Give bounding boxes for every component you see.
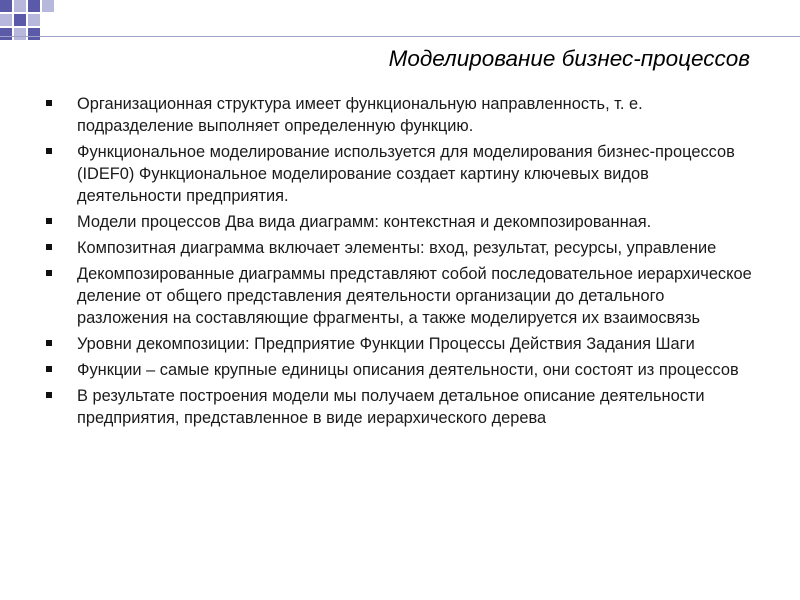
- corner-decoration: [0, 0, 800, 50]
- corner-square-4: [42, 0, 54, 12]
- bullet-item: [0, 211, 800, 233]
- bullet-square-icon: [46, 218, 52, 224]
- corner-square-8: [0, 28, 12, 40]
- bullet-text: Композитная диаграмма включает элементы: вход, результат, ресурсы, управление: [77, 239, 717, 257]
- corner-square-2: [14, 0, 26, 12]
- bullet-square-icon: [46, 100, 52, 106]
- bullet-item: [0, 385, 800, 429]
- corner-square-6: [14, 14, 26, 26]
- title-divider: [0, 36, 800, 37]
- bullet-text: Уровни декомпозиции: Предприятие Функции Процессы Действия Задания Шаги: [77, 335, 695, 353]
- bullet-item: [0, 237, 800, 259]
- corner-square-3: [28, 0, 40, 12]
- bullet-text: Функциональное моделирование используется для моделирования бизнес-процессов (IDEF0) Функциональное моделирование создает картину ключевых видов деятельности предприятия.: [77, 143, 735, 205]
- bullet-text: В результате построения модели мы получаем детальное описание деятельности предприятия, представленное в виде иерархического дерева: [77, 387, 705, 427]
- bullet-list: [0, 93, 800, 433]
- bullet-item: [0, 141, 800, 207]
- corner-square-7: [28, 14, 40, 26]
- bullet-square-icon: [46, 270, 52, 276]
- corner-square-9: [14, 28, 26, 40]
- corner-square-10: [28, 28, 40, 40]
- bullet-square-icon: [46, 244, 52, 250]
- corner-square-5: [0, 14, 12, 26]
- bullet-square-icon: [46, 366, 52, 372]
- bullet-item: [0, 333, 800, 355]
- bullet-square-icon: [46, 392, 52, 398]
- bullet-square-icon: [46, 148, 52, 154]
- bullet-text: Функции – самые крупные единицы описания деятельности, они состоят из процессов: [77, 361, 739, 379]
- bullet-square-icon: [46, 340, 52, 346]
- bullet-item: [0, 93, 800, 137]
- corner-square-1: [0, 0, 12, 12]
- bullet-text: Организационная структура имеет функциональную направленность, т. е. подразделение выполняет определенную функцию.: [77, 95, 643, 135]
- bullet-item: [0, 359, 800, 381]
- slide-title: Моделирование бизнес-процессов: [388, 46, 750, 71]
- bullet-text: Декомпозированные диаграммы представляют собой последовательное иерархическое деление от общего представления деятельности организации до детального разложения на составляющие фрагменты, а также моделируется их взаимосвязь: [77, 265, 752, 327]
- bullet-text: Модели процессов Два вида диаграмм: контекстная и декомпозированная.: [77, 213, 652, 231]
- bullet-item: [0, 263, 800, 329]
